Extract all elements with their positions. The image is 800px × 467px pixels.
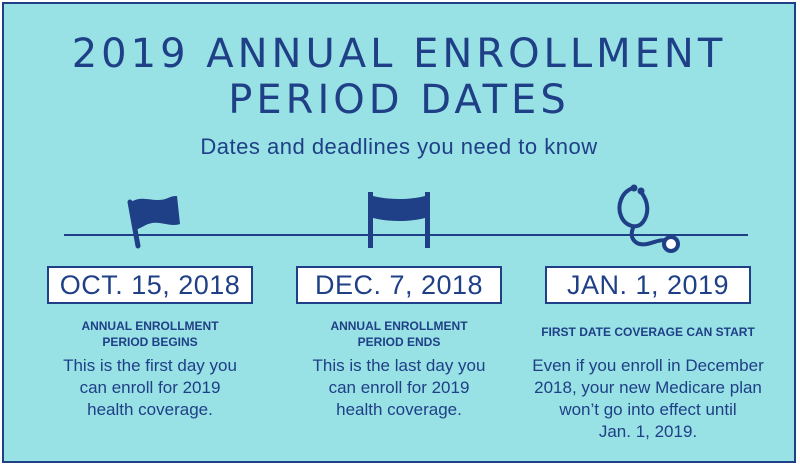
subtitle: Dates and deadlines you need to know [200, 134, 598, 159]
label-ends-line1: ANNUAL ENROLLMENT [330, 319, 468, 333]
flag-icon [122, 190, 186, 256]
date-box-coverage [545, 266, 751, 304]
desc-ends-line1: This is the last day you [312, 356, 486, 375]
stethoscope-icon [607, 182, 687, 260]
date-coverage: JAN. 1, 2019 [566, 269, 730, 300]
desc-begins-line1: This is the first day you [63, 356, 237, 375]
finish-line-icon [364, 190, 434, 252]
label-begins-line2: PERIOD BEGINS [102, 335, 198, 349]
date-box-begins [47, 266, 253, 304]
date-box-ends [296, 266, 502, 304]
title-line-2: PERIOD DATES [228, 77, 570, 123]
description-begins [37, 355, 263, 421]
desc-coverage-line2: 2018, your new Medicare plan [534, 378, 762, 397]
label-coverage [520, 324, 776, 340]
label-ends-line2: PERIOD ENDS [357, 335, 441, 349]
label-begins-line1: ANNUAL ENROLLMENT [81, 319, 219, 333]
desc-ends-line2: can enroll for 2019 [328, 378, 470, 397]
desc-coverage-line3: won’t go into effect until [559, 400, 737, 419]
title-line-1: 2019 ANNUAL ENROLLMENT [71, 31, 727, 77]
desc-ends-line3: health coverage. [336, 400, 462, 419]
desc-begins-line2: can enroll for 2019 [79, 378, 221, 397]
desc-begins-line3: health coverage. [87, 400, 213, 419]
date-begins: OCT. 15, 2018 [59, 269, 241, 300]
desc-coverage-line1: Even if you enroll in December [532, 356, 764, 375]
label-coverage-line1: FIRST DATE COVERAGE CAN START [541, 325, 755, 339]
infographic-frame [2, 2, 796, 463]
description-coverage [508, 355, 788, 443]
label-ends [296, 318, 502, 350]
description-ends [286, 355, 512, 421]
date-ends: DEC. 7, 2018 [314, 269, 484, 300]
label-begins [47, 318, 253, 350]
desc-coverage-line4: Jan. 1, 2019. [598, 422, 698, 441]
